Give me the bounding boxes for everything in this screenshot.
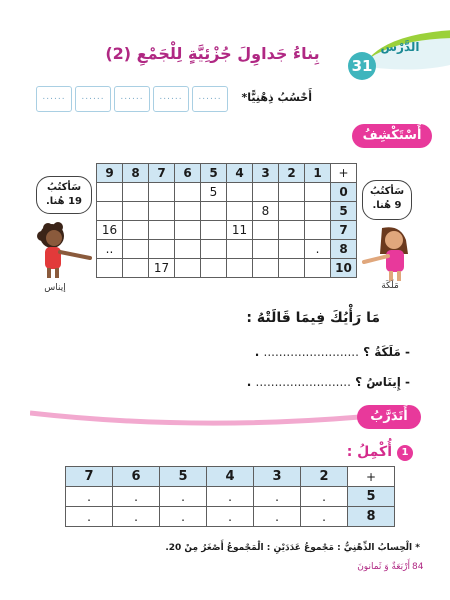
table-cell[interactable] <box>123 183 149 202</box>
column-header: 4 <box>227 164 253 183</box>
table-cell[interactable] <box>279 259 305 278</box>
table-cell[interactable] <box>279 221 305 240</box>
table-cell[interactable] <box>253 240 279 259</box>
question-line-inas <box>150 375 410 389</box>
table-cell[interactable] <box>175 259 201 278</box>
answer-blank[interactable]: ......................... <box>263 345 359 359</box>
page-number: 84 <box>412 562 424 572</box>
page-number-words: أَرْبَعَةٌ وَ ثَمانونَ <box>357 562 410 572</box>
row-header: 5 <box>348 487 395 507</box>
mental-math-box[interactable]: ...... <box>36 86 72 112</box>
table-row <box>97 240 357 259</box>
table-cell[interactable] <box>123 221 149 240</box>
column-header: 6 <box>175 164 201 183</box>
table-cell[interactable]: . <box>160 487 207 507</box>
column-header: 4 <box>207 467 254 487</box>
character-name-inas: إيناس <box>44 283 66 293</box>
lesson-label: الدَّرْس <box>380 40 420 54</box>
mental-math-box[interactable]: ...... <box>153 86 189 112</box>
table-cell[interactable] <box>227 259 253 278</box>
footnote: * الْحِسابُ الذِّهْنِيُّ : مَجْموعُ عَدَدَيْنِ : الْمَجْموعُ أَصْغَرُ مِنْ 20. <box>165 543 420 553</box>
table-cell[interactable] <box>279 240 305 259</box>
table-cell[interactable] <box>123 259 149 278</box>
table-cell[interactable] <box>123 240 149 259</box>
table-row <box>66 487 395 507</box>
plus-corner <box>331 164 357 183</box>
column-header: 5 <box>201 164 227 183</box>
table-cell[interactable] <box>149 221 175 240</box>
table-cell[interactable]: . <box>254 487 301 507</box>
table-cell[interactable]: 5 <box>201 183 227 202</box>
table-cell[interactable]: . <box>305 240 331 259</box>
row-header: 5 <box>331 202 357 221</box>
answer-blank[interactable]: ......................... <box>255 375 351 389</box>
table-cell[interactable] <box>305 259 331 278</box>
table-cell[interactable] <box>253 183 279 202</box>
column-header: 8 <box>123 164 149 183</box>
column-header: 7 <box>149 164 175 183</box>
table-cell[interactable]: 16 <box>97 221 123 240</box>
bubble-line: سَأكتُبُ <box>369 186 405 197</box>
table-cell[interactable]: 17 <box>149 259 175 278</box>
column-header: 1 <box>305 164 331 183</box>
table-cell[interactable] <box>201 259 227 278</box>
column-header: 9 <box>97 164 123 183</box>
row-header: 0 <box>331 183 357 202</box>
table-cell[interactable] <box>279 183 305 202</box>
table-cell[interactable] <box>149 202 175 221</box>
table-header-row <box>66 467 395 487</box>
mental-math-box[interactable]: ...... <box>114 86 150 112</box>
period: . <box>246 375 252 389</box>
column-header: 7 <box>66 467 113 487</box>
table-cell[interactable]: . <box>207 487 254 507</box>
table-cell[interactable] <box>175 221 201 240</box>
table-cell[interactable] <box>175 240 201 259</box>
plus-sign: + <box>338 166 349 180</box>
table-cell[interactable] <box>227 183 253 202</box>
table-header-row <box>97 164 357 183</box>
table-cell[interactable] <box>149 183 175 202</box>
table-cell[interactable] <box>175 202 201 221</box>
girl-malaka-illustration <box>360 224 418 282</box>
table-cell[interactable] <box>201 202 227 221</box>
table-cell[interactable] <box>149 240 175 259</box>
table-cell[interactable] <box>305 221 331 240</box>
mental-math-label: أَحْسُبُ ذِهْنِيًّا* <box>241 91 312 104</box>
table-cell[interactable]: . <box>160 507 207 527</box>
table-cell[interactable]: . <box>66 487 113 507</box>
exercise-label: أُكْمِلُ : <box>346 444 392 460</box>
period: . <box>254 345 260 359</box>
table-cell[interactable] <box>253 221 279 240</box>
table-cell[interactable] <box>97 259 123 278</box>
column-header: 3 <box>253 164 279 183</box>
section-divider <box>30 405 360 429</box>
row-header: 7 <box>331 221 357 240</box>
bubble-line: 19 هُنا. <box>46 196 82 207</box>
column-header: 2 <box>279 164 305 183</box>
mental-math-box[interactable]: ...... <box>192 86 228 112</box>
question-label: - إِينَاسُ ؟ <box>355 375 410 389</box>
table-row <box>97 221 357 240</box>
table-cell[interactable] <box>227 240 253 259</box>
table-cell[interactable]: . <box>301 487 348 507</box>
plus-corner <box>348 467 395 487</box>
practice-badge: أَتَدَرَّبُ <box>357 405 421 429</box>
table-cell[interactable] <box>123 202 149 221</box>
addition-table <box>96 163 357 278</box>
row-header: 8 <box>331 240 357 259</box>
table-cell[interactable]: 8 <box>253 202 279 221</box>
table-cell[interactable] <box>253 259 279 278</box>
table-cell[interactable] <box>175 183 201 202</box>
bubble-line: سَأكتُبُ <box>46 182 82 193</box>
lesson-number: 31 <box>348 52 376 80</box>
question-main: مَا رَأْيُكَ فِيمَا قَالَتْهُ : <box>246 310 380 326</box>
practice-table <box>65 466 395 527</box>
table-row <box>97 183 357 202</box>
table-cell[interactable]: . <box>66 507 113 527</box>
row-header: 10 <box>331 259 357 278</box>
row-header: 8 <box>348 507 395 527</box>
table-cell[interactable] <box>97 183 123 202</box>
table-cell[interactable]: . <box>207 507 254 527</box>
girl-inas-illustration <box>34 220 96 282</box>
column-header: 2 <box>301 467 348 487</box>
page-title: بِناءُ جَداوِلَ جُزْئِيَّةٍ لِلْجَمْعِ (2) <box>105 44 320 63</box>
exercise-number: 1 <box>397 445 413 461</box>
speech-bubble-right <box>362 180 412 220</box>
discover-badge: أَسْتَكْشِفُ <box>352 124 432 148</box>
character-name-malaka: مَلَكَة <box>381 281 399 291</box>
question-line-malaka <box>150 345 410 359</box>
mental-math-box[interactable]: ...... <box>75 86 111 112</box>
table-row <box>97 259 357 278</box>
table-cell[interactable]: . <box>254 507 301 527</box>
table-cell[interactable]: . <box>301 507 348 527</box>
table-cell[interactable] <box>97 202 123 221</box>
table-cell[interactable]: . <box>113 487 160 507</box>
table-cell[interactable]: 11 <box>227 221 253 240</box>
column-header: 5 <box>160 467 207 487</box>
question-label: - مَلَكَةُ ؟ <box>363 345 410 359</box>
table-cell[interactable]: .. <box>97 240 123 259</box>
table-cell[interactable] <box>305 183 331 202</box>
plus-sign: + <box>365 469 377 484</box>
table-row <box>66 507 395 527</box>
speech-bubble-left <box>36 176 92 214</box>
table-cell[interactable] <box>227 202 253 221</box>
table-cell[interactable] <box>201 221 227 240</box>
bubble-line: 9 هُنا. <box>372 200 402 211</box>
table-cell[interactable] <box>201 240 227 259</box>
table-cell[interactable] <box>305 202 331 221</box>
column-header: 3 <box>254 467 301 487</box>
table-row <box>97 202 357 221</box>
table-cell[interactable]: . <box>113 507 160 527</box>
column-header: 6 <box>113 467 160 487</box>
table-cell[interactable] <box>279 202 305 221</box>
